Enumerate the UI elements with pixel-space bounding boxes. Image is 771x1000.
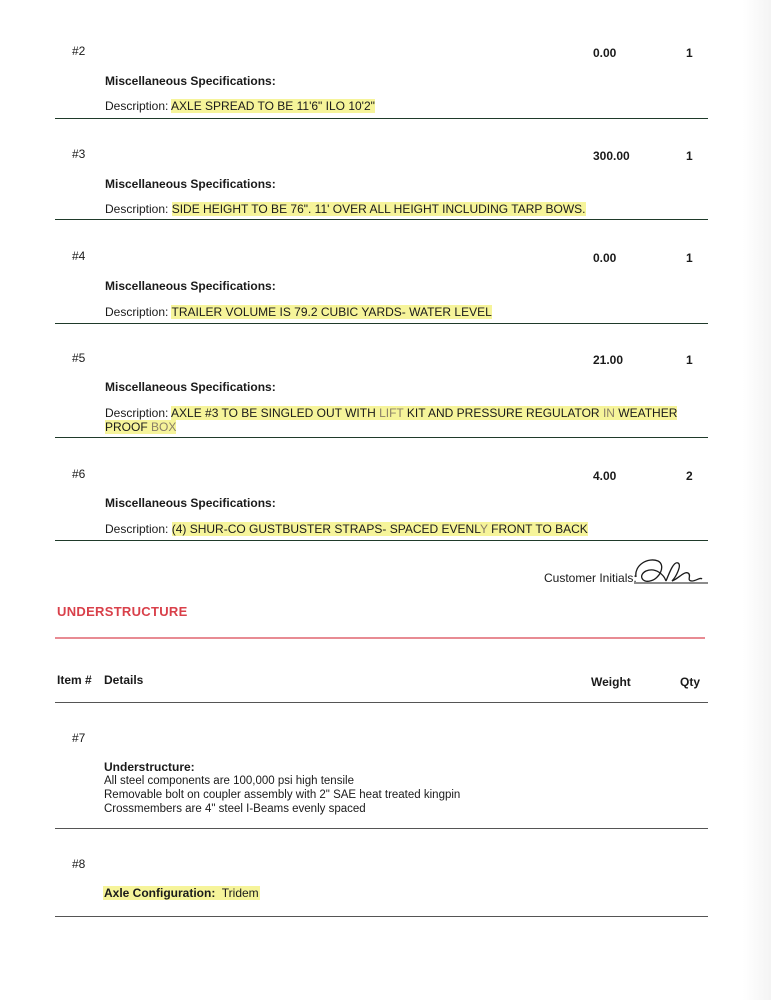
description-segment: WEATHER	[614, 406, 678, 420]
section-title: UNDERSTRUCTURE	[57, 604, 188, 619]
description-segment: BOX	[151, 420, 177, 434]
item-qty: 1	[686, 251, 693, 265]
description	[105, 406, 677, 434]
description-segment: Y	[479, 522, 488, 536]
divider	[55, 540, 708, 541]
customer-initials-label: Customer Initials:	[544, 571, 637, 585]
description	[105, 522, 588, 536]
spec-label: Miscellaneous Specifications:	[105, 177, 276, 191]
item-number: #3	[72, 147, 86, 161]
item-number: #4	[72, 249, 86, 263]
description-segment: AXLE #3 TO BE SINGLED OUT WITH	[171, 406, 380, 420]
description-label: Description:	[105, 305, 169, 319]
signature-initials	[630, 553, 710, 589]
description-label: Description:	[105, 406, 169, 420]
description-label: Description:	[105, 522, 169, 536]
spec-line: All steel components are 100,000 psi high tensile	[104, 775, 354, 787]
spec-label: Miscellaneous Specifications:	[105, 74, 276, 88]
understructure-title: Understructure:	[104, 760, 195, 774]
item-qty: 1	[686, 353, 693, 367]
description-text: AXLE SPREAD TO BE 11'6" ILO 10'2"	[171, 99, 375, 113]
description	[105, 202, 586, 216]
description	[105, 305, 492, 319]
item-qty: 1	[686, 46, 693, 60]
divider	[55, 828, 708, 829]
item-number: #6	[72, 467, 86, 481]
item-price: 0.00	[593, 46, 617, 60]
axle-configuration-value: Tridem	[221, 886, 259, 900]
item-number: #5	[72, 351, 86, 365]
item-qty: 2	[686, 469, 693, 483]
description-segment: (4) SHUR-CO GUSTBUSTER STRAPS- SPACED EVENL	[171, 522, 480, 536]
description-text	[171, 406, 677, 420]
divider	[55, 437, 708, 438]
description	[105, 99, 375, 113]
spec-label: Miscellaneous Specifications:	[105, 380, 276, 394]
header-weight: Weight	[591, 675, 631, 689]
spec-line: Removable bolt on coupler assembly with 2" SAE heat treated kingpin	[104, 789, 461, 801]
description-label: Description:	[105, 202, 169, 216]
description-segment: FRONT TO BACK	[487, 522, 588, 536]
spec-line: Crossmembers are 4" steel I-Beams evenly spaced	[104, 803, 366, 815]
item-price: 21.00	[593, 353, 624, 367]
item-price: 0.00	[593, 251, 617, 265]
item-number: #7	[72, 731, 86, 745]
divider	[55, 219, 708, 220]
divider	[55, 118, 708, 119]
section-divider	[55, 637, 705, 639]
description-label: Description:	[105, 99, 169, 113]
item-price: 4.00	[593, 469, 617, 483]
axle-configuration	[103, 886, 260, 900]
axle-configuration-label: Axle Configuration:	[104, 886, 216, 900]
header-details: Details	[104, 673, 144, 687]
item-qty: 1	[686, 149, 693, 163]
description-text: TRAILER VOLUME IS 79.2 CUBIC YARDS- WATER LEVEL	[171, 305, 492, 319]
description-segment: KIT AND PRESSURE REGULATOR	[403, 406, 603, 420]
divider	[55, 916, 708, 917]
description-text	[172, 522, 588, 536]
header-qty: Qty	[680, 675, 701, 689]
description-segment: IN	[602, 406, 615, 420]
header-item: Item #	[57, 673, 92, 687]
divider	[55, 323, 708, 324]
header-divider	[55, 702, 708, 703]
description-text: SIDE HEIGHT TO BE 76". 11' OVER ALL HEIGHT INCLUDING TARP BOWS.	[171, 202, 586, 216]
item-number: #2	[72, 44, 86, 58]
spec-label: Miscellaneous Specifications:	[105, 496, 276, 510]
item-number: #8	[72, 857, 86, 871]
description-segment: LIFT	[379, 406, 404, 420]
spec-label: Miscellaneous Specifications:	[105, 279, 276, 293]
description-segment: PROOF	[105, 420, 152, 434]
scan-edge	[743, 0, 771, 1000]
description-text-continued	[105, 420, 176, 434]
item-price: 300.00	[593, 149, 630, 163]
